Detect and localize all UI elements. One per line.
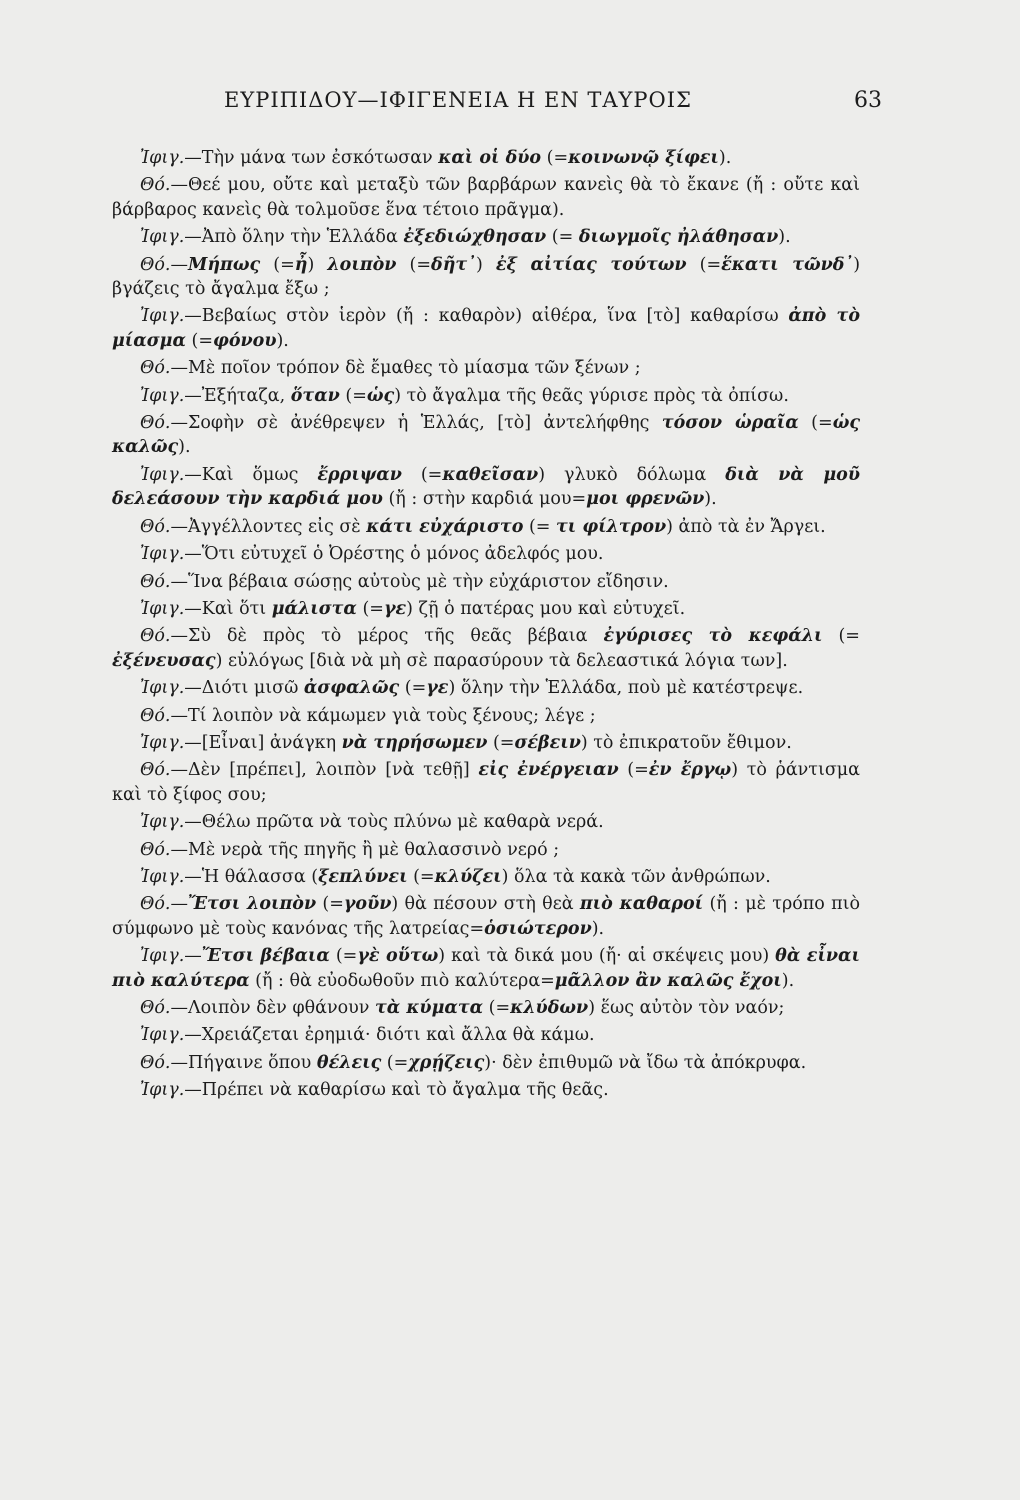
page-header [112, 88, 882, 128]
page-number: 63 [854, 88, 882, 113]
gloss-phrase: γε [426, 678, 449, 699]
text-segment: (= [822, 626, 860, 647]
text-segment: (= [396, 254, 432, 275]
speaker-label: Θό. [140, 705, 171, 726]
speaker-label: Θό. [140, 998, 171, 1018]
dialogue-paragraph [112, 1051, 860, 1075]
text-segment: —Ἀγγέλλοντες εἰς σὲ [170, 516, 367, 537]
dialogue-paragraph [112, 384, 860, 408]
text-segment: —Ὅτι εὐτυχεῖ ὁ Ὀρέστης ὁ μόνος ἀδελφός μου. [184, 544, 604, 565]
dialogue-paragraph [112, 704, 860, 728]
gloss-phrase: ὁσιώτερον [484, 918, 592, 939]
gloss-phrase: εἰς ἐνέργειαν [478, 760, 619, 781]
speaker-label: Θό. [140, 1052, 171, 1073]
text-segment: ) καὶ τὰ δικά μου (ἤ· αἱ σκέψεις μου) [438, 946, 776, 967]
text-segment: —Τὴν μάνα των ἐσκότωσαν [184, 148, 439, 168]
text-segment: (= [381, 1052, 409, 1073]
text-segment: (= [260, 254, 295, 275]
text-segment: —Βεβαίως στὸν ἱερὸν (ἤ : καθαρὸν) αἰθέρα, ἵνα [τὸ] καθαρίσω [184, 306, 789, 327]
text-segment: ) εὐλόγως [διὰ νὰ μὴ σὲ παρασύρουν τὰ δελεαστικά λόγια των]. [215, 650, 788, 671]
gloss-phrase: δῆτ᾽ [431, 254, 476, 275]
text-segment: )· δὲν ἐπιθυμῶ νὰ ἴδω τὰ ἀπόκρυφα. [484, 1052, 807, 1073]
speaker-label: Ἰφιγ. [140, 678, 185, 699]
text-segment: —Σοφὴν σὲ ἀνέθρεψεν ἡ Ἑλλάς, [τὸ] ἀντελήφθης [170, 413, 662, 434]
dialogue-paragraph [112, 570, 860, 594]
text-segment: ) [307, 254, 328, 275]
text-segment: —Τί λοιπὸν νὰ κάμωμεν γιὰ τοὺς ξένους; λέγε ; [170, 705, 596, 726]
text-segment: —Μὲ νερὰ τῆς πηγῆς ἢ μὲ θαλασσινὸ νερό ; [170, 839, 560, 860]
speaker-label: Ἰφιγ. [140, 812, 185, 833]
speaker-label: Θό. [140, 760, 171, 781]
text-segment: —Πήγαινε ὅπου [170, 1052, 317, 1073]
text-segment: ) τὸ ἄγαλμα τῆς θεᾶς γύρισε πρὸς τὰ ὀπίσω. [394, 385, 789, 406]
text-segment: ) [475, 254, 496, 275]
gloss-phrase: ἔρριψαν [317, 464, 402, 485]
gloss-phrase: κάτι εὐχάριστο [366, 516, 524, 537]
gloss-phrase: σέβειν [514, 732, 581, 753]
text-segment: —Καὶ ὅμως [184, 464, 318, 485]
gloss-phrase: γοῦν [343, 894, 392, 915]
gloss-phrase: ἐξένευσας [112, 650, 216, 671]
gloss-phrase: γε [383, 598, 407, 619]
dialogue-paragraph [112, 253, 860, 302]
gloss-phrase: Ἔτσι λοιπὸν [187, 894, 317, 915]
gloss-phrase: τὰ κύματα [374, 998, 484, 1018]
gloss-phrase: φόνου [213, 330, 277, 351]
text-segment: ). [718, 148, 732, 168]
dialogue-paragraph [112, 1023, 860, 1047]
text-segment: (= [401, 464, 443, 485]
gloss-phrase: ἐξεδιώχθησαν [403, 227, 547, 248]
text-segment: —Σὺ δὲ πρὸς τὸ μέρος τῆς θεᾶς βέβαια [170, 626, 604, 647]
dialogue-paragraph [112, 944, 860, 993]
dialogue-paragraph [112, 515, 860, 539]
text-segment: ). [781, 970, 795, 991]
text-segment: —Λοιπὸν δὲν φθάνουν [170, 998, 375, 1018]
speaker-label: Θό. [140, 175, 171, 196]
text-segment: ) βγάζεις τὸ ἄγαλμα ἔξω ; [112, 254, 861, 300]
gloss-phrase: ἀσφαλῶς [303, 678, 400, 699]
text-segment: ). [591, 918, 605, 939]
speaker-label: Θό. [140, 358, 171, 379]
text-segment: (= [399, 678, 427, 699]
gloss-phrase: τόσον ὡραῖα [661, 413, 799, 434]
gloss-phrase: ὡς [366, 385, 395, 406]
text-segment: ) τὸ ῥάντισμα καὶ τὸ ξίφος σου; [112, 760, 860, 805]
gloss-phrase: κλύζει [434, 866, 502, 887]
text-segment: ) ὅλην τὴν Ἑλλάδα, ποὺ μὲ κατέστρεψε. [448, 678, 804, 699]
gloss-phrase: ἐν ἔργῳ [648, 760, 732, 781]
speaker-label: Ἰφιγ. [140, 306, 185, 327]
text-segment: —Μὲ ποῖον τρόπον δὲ ἔμαθες τὸ μίασμα τῶν ξένων ; [170, 358, 641, 379]
speaker-label: Θό. [140, 413, 171, 434]
dialogue-paragraph [112, 1078, 860, 1102]
text-segment: (ἤ : θὰ εὐοδωθοῦν πιὸ καλύτερα= [249, 970, 555, 991]
dialogue-text [112, 146, 860, 1103]
running-title: ΕΥΡΙΠΙΔΟΥ—ΙΦΙΓΕΝΕΙΑ Η ΕΝ ΤΑΥΡΟΙΣ [224, 88, 692, 112]
speaker-label: Ἰφιγ. [140, 866, 185, 887]
gloss-phrase: πιὸ καθαροί [579, 894, 704, 915]
text-segment: —Καὶ ὅτι [184, 598, 272, 619]
text-segment: (= [407, 866, 435, 887]
text-segment: (= [546, 227, 579, 248]
gloss-phrase: θὰ εἶναι πιὸ καλύτερα [112, 946, 860, 991]
dialogue-paragraph [112, 676, 860, 700]
gloss-phrase: μοι φρενῶν [586, 489, 705, 510]
text-segment: (= [618, 760, 649, 781]
dialogue-paragraph [112, 304, 860, 353]
text-segment: — [184, 946, 202, 967]
gloss-phrase: καθεῖσαν [442, 464, 539, 485]
gloss-phrase: ἐξ αἰτίας τούτων [495, 254, 687, 275]
text-segment: (= [316, 894, 344, 915]
text-segment: (= [686, 254, 722, 275]
text-segment: — [170, 894, 188, 915]
dialogue-paragraph [112, 624, 860, 673]
text-segment: —Ἡ θάλασσα ( [184, 866, 319, 887]
gloss-phrase: μᾶλλον ἂν καλῶς ἔχοι [554, 970, 782, 991]
speaker-label: Ἰφιγ. [140, 598, 185, 619]
text-segment: ). [778, 227, 791, 248]
gloss-phrase: διὰ νὰ μοῦ δελεάσουν τὴν καρδιά μου [112, 464, 860, 510]
text-segment: —Ἀπὸ ὅλην τὴν Ἑλλάδα [184, 227, 404, 248]
gloss-phrase: κλύδων [510, 998, 589, 1018]
text-segment: —[Εἶναι] ἀνάγκη [184, 732, 342, 753]
dialogue-paragraph [112, 173, 860, 222]
gloss-phrase: κοινωνῷ ξίφει [568, 148, 719, 168]
dialogue-paragraph [112, 838, 860, 862]
text-segment: (= [356, 598, 384, 619]
dialogue-paragraph [112, 996, 860, 1020]
text-segment: —Θεέ μου, οὔτε καὶ μεταξὺ τῶν βαρβάρων κανεὶς θὰ τὸ ἔκανε (ἤ : οὔτε καὶ βάρβαρος κανεὶς θὰ τολμοῦσε ἕνα τέτοιο πρᾶγμα). [112, 175, 860, 220]
text-segment: (= [483, 998, 511, 1018]
text-segment: —Πρέπει νὰ καθαρίσω καὶ τὸ ἄγαλμα τῆς θεᾶς. [184, 1080, 609, 1101]
text-segment: —Θέλω πρῶτα νὰ τοὺς πλύνω μὲ καθαρὰ νερά. [184, 812, 604, 833]
text-segment: —Ἵνα βέβαια σώσῃς αὐτοὺς μὲ τὴν εὐχάριστον εἴδησιν. [170, 571, 669, 592]
text-segment: ) τὸ ἐπικρατοῦν ἔθιμον. [580, 732, 792, 753]
text-segment: (= [798, 413, 833, 434]
dialogue-paragraph [112, 463, 860, 512]
gloss-phrase: χρῄζεις [408, 1052, 485, 1073]
speaker-label: Ἰφιγ. [140, 385, 185, 406]
text-segment: —Χρειάζεται ἐρημιά· διότι καὶ ἄλλα θὰ κάμω. [184, 1025, 595, 1046]
text-segment: (= [487, 732, 515, 753]
text-segment: —Ἐξήταζα, [184, 385, 291, 406]
dialogue-paragraph [112, 411, 860, 460]
speaker-label: Θό. [140, 254, 171, 275]
dialogue-paragraph [112, 597, 860, 621]
text-segment: (ἤ : στὴν καρδιά μου= [382, 489, 587, 510]
dialogue-paragraph [112, 810, 860, 834]
text-segment: ). [178, 437, 191, 458]
gloss-phrase: ἀπὸ τὸ μίασμα [112, 306, 860, 351]
text-segment: ). [704, 489, 717, 510]
speaker-label: Ἰφιγ. [140, 148, 185, 168]
gloss-phrase: Ἔτσι βέβαια [201, 946, 330, 967]
speaker-label: Ἰφιγ. [140, 732, 185, 753]
speaker-label: Ἰφιγ. [140, 1080, 185, 1101]
gloss-phrase: νὰ τηρήσωμεν [341, 732, 488, 753]
dialogue-paragraph [112, 731, 860, 755]
text-segment: (= [339, 385, 367, 406]
gloss-phrase: ἕκατι τῶνδ᾽ [721, 254, 854, 275]
dialogue-paragraph [112, 542, 860, 566]
text-segment: (= [523, 516, 556, 537]
gloss-phrase: διωγμοῖς ἠλάθησαν [578, 227, 779, 248]
gloss-phrase: μάλιστα [271, 598, 357, 619]
text-segment: — [170, 254, 188, 275]
text-segment: ) θὰ πέσουν στὴ θεὰ [391, 894, 580, 915]
gloss-phrase: τι φίλτρον [556, 516, 667, 537]
text-segment: ) γλυκὸ δόλωμα [538, 464, 726, 485]
text-segment: (ἤ : μὲ τρόπο πιὸ σύμφωνο μὲ τοὺς κανόνας τῆς λατρείας= [112, 894, 861, 939]
dialogue-paragraph [112, 865, 860, 889]
gloss-phrase: ἐγύρισες τὸ κεφάλι [603, 626, 823, 647]
gloss-phrase: λοιπὸν [327, 254, 397, 275]
speaker-label: Θό. [140, 894, 171, 915]
speaker-label: Ἰφιγ. [140, 946, 185, 967]
speaker-label: Θό. [140, 516, 171, 537]
text-segment: ). [276, 330, 289, 351]
text-segment: —Διότι μισῶ [184, 678, 304, 699]
text-segment: ) ζῇ ὁ πατέρας μου καὶ εὐτυχεῖ. [406, 598, 686, 619]
text-segment: (= [185, 330, 213, 351]
gloss-phrase: ὡς καλῶς [112, 413, 861, 458]
text-segment: (= [541, 148, 569, 168]
speaker-label: Θό. [140, 571, 171, 592]
gloss-phrase: Μήπως [187, 254, 261, 275]
text-segment: ) ὅλα τὰ κακὰ τῶν ἀνθρώπων. [501, 866, 771, 887]
text-segment: —Δὲν [πρέπει], λοιπὸν [νὰ τεθῇ] [170, 760, 479, 781]
gloss-phrase: ἦ [294, 254, 308, 275]
gloss-phrase: θέλεις [316, 1052, 382, 1073]
gloss-phrase: καὶ οἱ δύο [438, 148, 542, 168]
speaker-label: Ἰφιγ. [140, 227, 185, 248]
gloss-phrase: ξεπλύνει [318, 866, 408, 887]
dialogue-paragraph [112, 225, 860, 249]
gloss-phrase: ὅταν [290, 385, 340, 406]
dialogue-paragraph [112, 892, 860, 941]
text-segment: ) ἀπὸ τὰ ἐν Ἄργει. [666, 516, 826, 537]
dialogue-paragraph [112, 758, 860, 807]
speaker-label: Ἰφιγ. [140, 544, 185, 565]
dialogue-paragraph [112, 146, 860, 170]
text-segment: (= [329, 946, 358, 967]
speaker-label: Ἰφιγ. [140, 464, 185, 485]
dialogue-paragraph [112, 356, 860, 380]
speaker-label: Ἰφιγ. [140, 1025, 185, 1046]
speaker-label: Θό. [140, 839, 171, 860]
speaker-label: Θό. [140, 626, 171, 647]
gloss-phrase: γὲ οὕτω [357, 946, 439, 967]
text-segment: ) ἕως αὐτὸν τὸν ναόν; [588, 998, 785, 1018]
